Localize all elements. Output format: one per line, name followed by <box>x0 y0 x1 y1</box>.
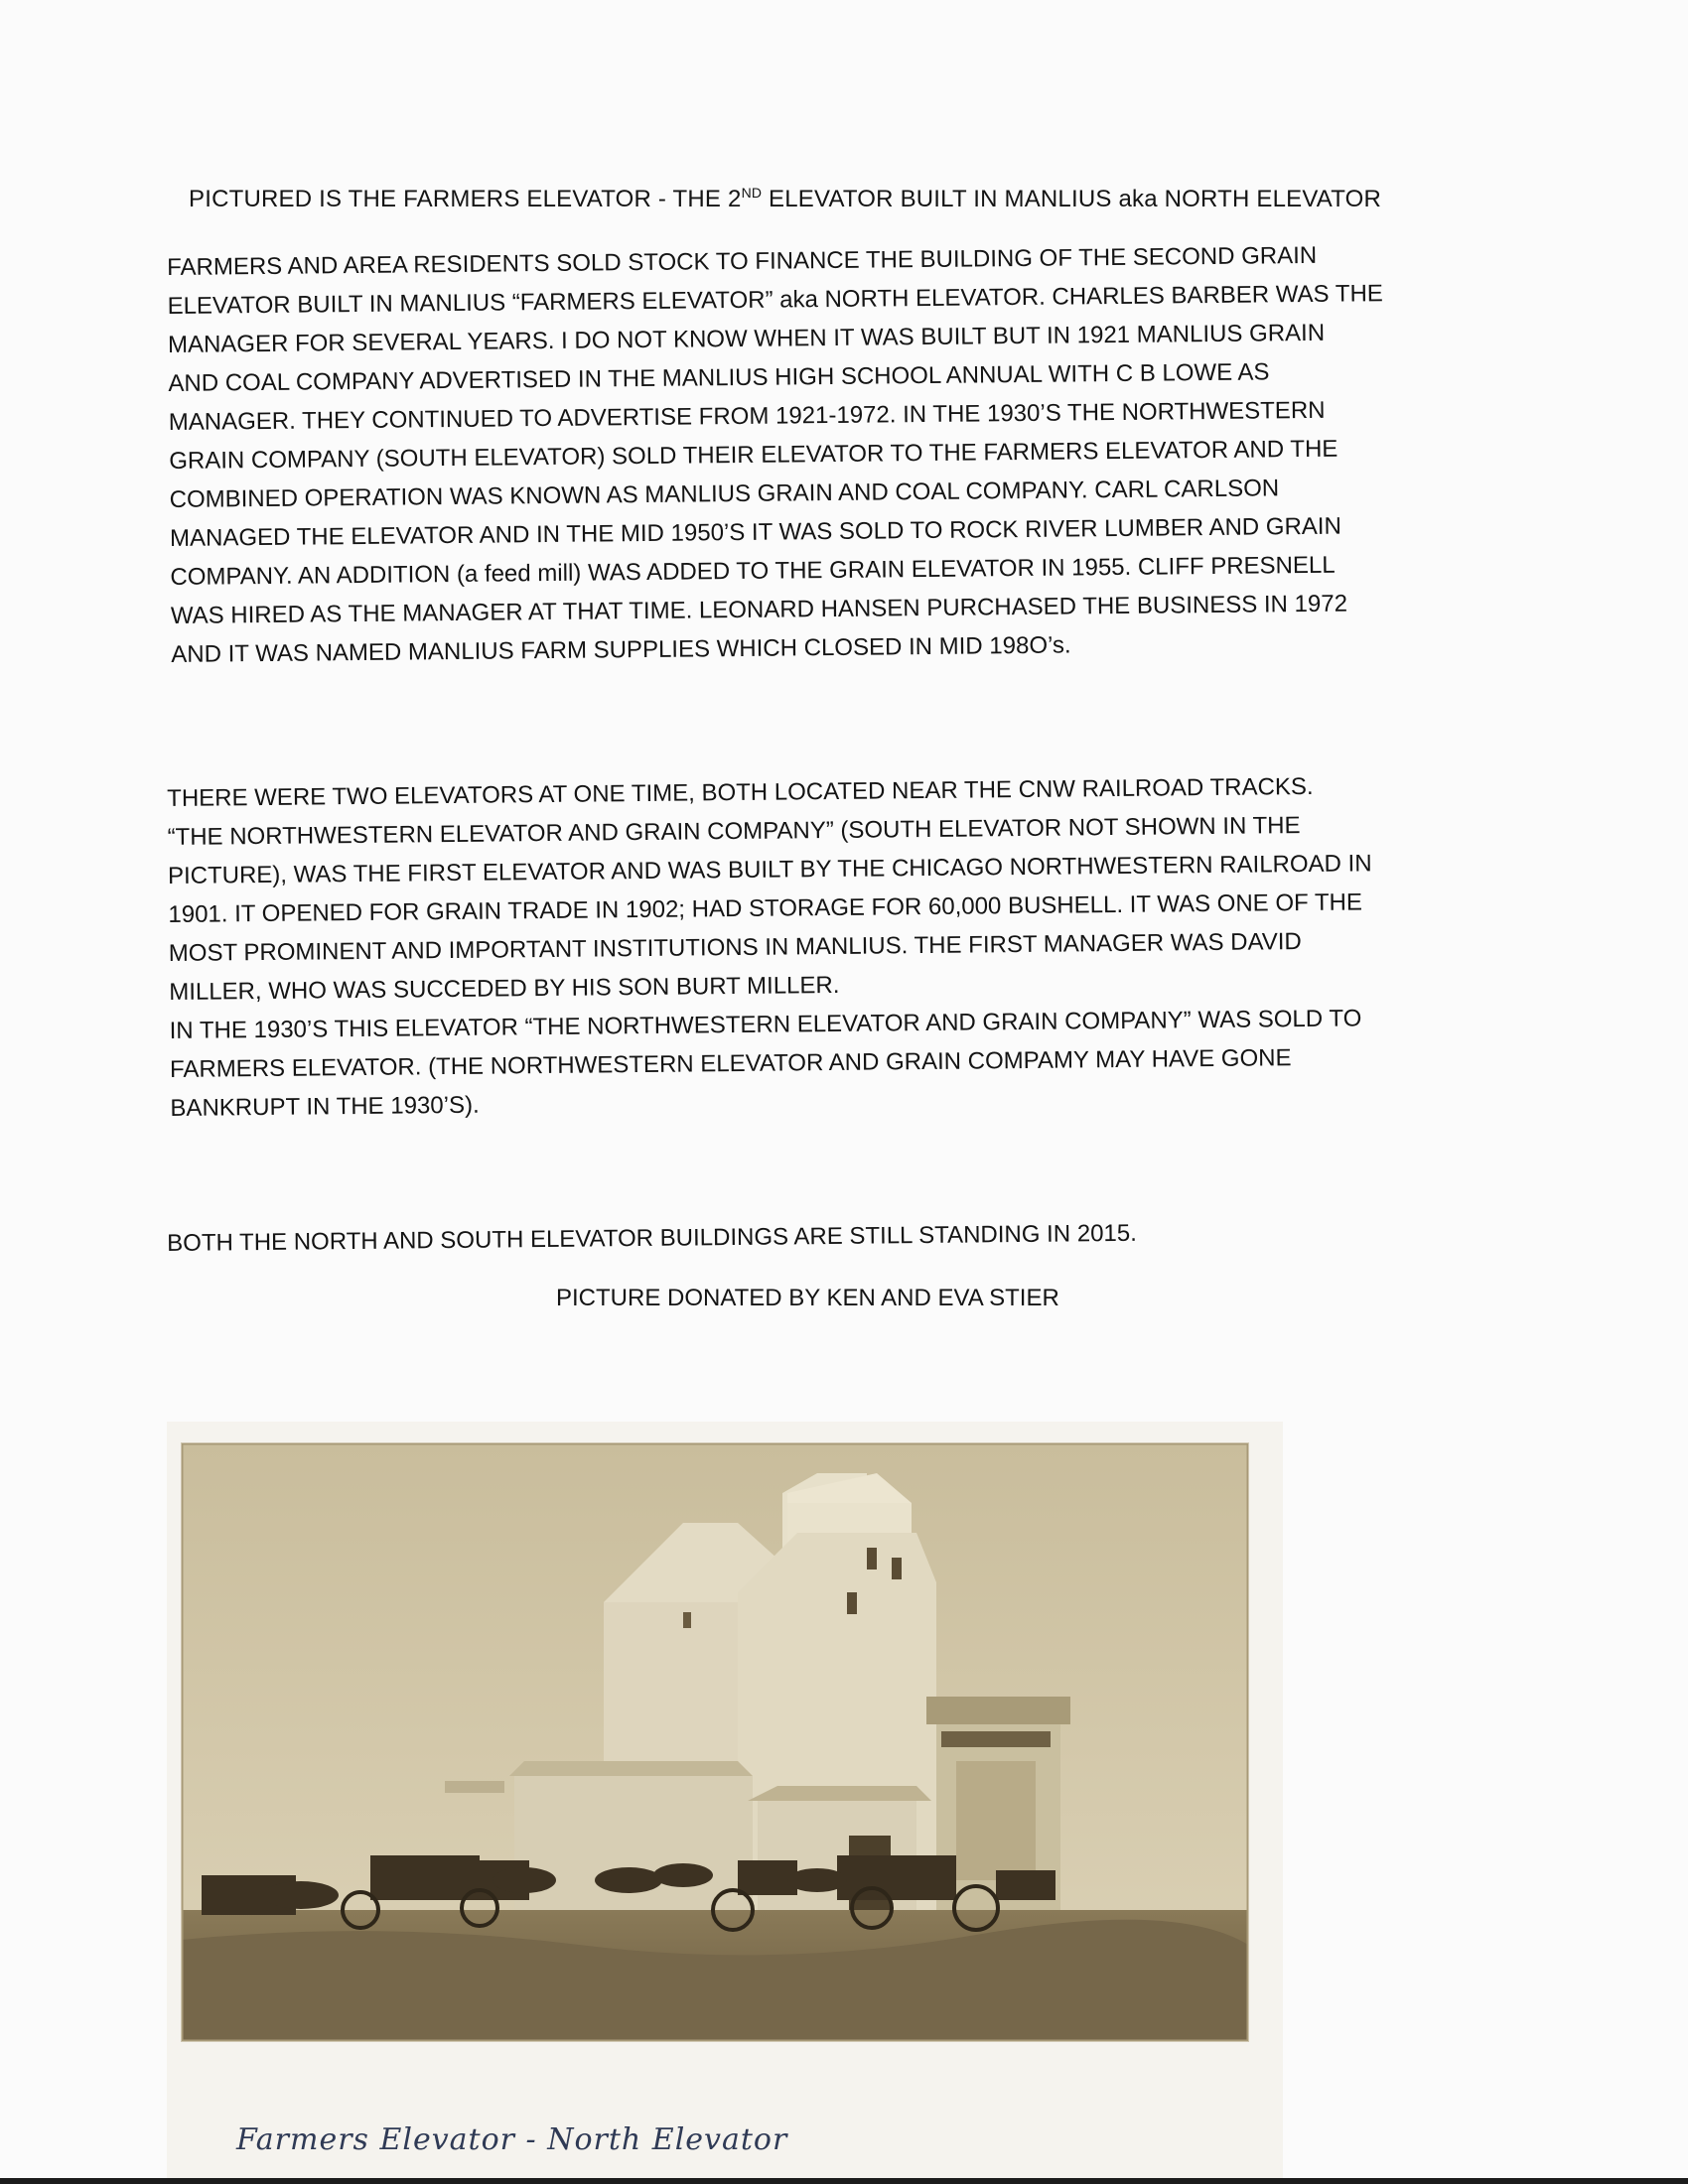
scan-edge <box>0 2178 1688 2184</box>
heading-text-end: ELEVATOR BUILT IN MANLIUS aka NORTH ELEVATOR <box>762 186 1382 212</box>
text-line: IN THE 1930’S THIS ELEVATOR “THE NORTHWESTERN ELEVATOR AND GRAIN COMPANY” WAS SOLD TO <box>169 1005 1362 1044</box>
text-line: MANAGER FOR SEVERAL YEARS. I DO NOT KNOW WHEN IT WAS BUILT BUT IN 1921 MANLIUS GRAIN <box>167 319 1326 358</box>
elevator-photograph <box>181 1442 1249 2042</box>
text-line: GRAIN COMPANY (SOUTH ELEVATOR) SOLD THEIR ELEVATOR TO THE FARMERS ELEVATOR AND THE <box>169 435 1338 475</box>
photo-credit: PICTURE DONATED BY KEN AND EVA STIER <box>556 1285 1059 1311</box>
text-line: “THE NORTHWESTERN ELEVATOR AND GRAIN COMPANY” (SOUTH ELEVATOR NOT SHOWN IN THE <box>167 812 1301 851</box>
text-line: AND IT WAS NAMED MANLIUS FARM SUPPLIES WHICH CLOSED IN MID 198O’s. <box>171 631 1071 668</box>
text-line: FARMERS ELEVATOR. (THE NORTHWESTERN ELEVATOR AND GRAIN COMPAMY MAY HAVE GONE <box>169 1044 1292 1083</box>
text-line: BOTH THE NORTH AND SOUTH ELEVATOR BUILDINGS ARE STILL STANDING IN 2015. <box>167 1219 1137 1257</box>
text-line: 1901. IT OPENED FOR GRAIN TRADE IN 1902; HAD STORAGE FOR 60,000 BUSHELL. IT WAS ONE OF THE <box>168 888 1363 928</box>
text-line: ELEVATOR BUILT IN MANLIUS “FARMERS ELEVATOR” aka NORTH ELEVATOR. CHARLES BARBER WAS THE <box>167 280 1383 320</box>
text-line: WAS HIRED AS THE MANAGER AT THAT TIME. LEONARD HANSEN PURCHASED THE BUSINESS IN 1972 <box>170 590 1348 629</box>
history-paragraph-3 <box>167 1210 1477 1263</box>
text-line: FARMERS AND AREA RESIDENTS SOLD STOCK TO FINANCE THE BUILDING OF THE SECOND GRAIN <box>167 241 1318 281</box>
heading-superscript: ND <box>741 185 763 201</box>
heading-text: PICTURED IS THE FARMERS ELEVATOR - THE 2 <box>189 186 742 212</box>
text-line: COMBINED OPERATION WAS KNOWN AS MANLIUS GRAIN AND COAL COMPANY. CARL CARLSON <box>169 475 1280 513</box>
history-paragraph-2 <box>167 765 1481 1128</box>
text-line: COMPANY. AN ADDITION (a feed mill) WAS ADDED TO THE GRAIN ELEVATOR IN 1955. CLIFF PRESNELL <box>170 551 1336 591</box>
text-line: MANAGER. THEY CONTINUED TO ADVERTISE FROM 1921-1972. IN THE 1930’S THE NORTHWESTERN <box>168 396 1326 436</box>
text-line: THERE WERE TWO ELEVATORS AT ONE TIME, BOTH LOCATED NEAR THE CNW RAILROAD TRACKS. <box>167 772 1314 812</box>
text-line: MANAGED THE ELEVATOR AND IN THE MID 1950’S IT WAS SOLD TO ROCK RIVER LUMBER AND GRAIN <box>169 512 1341 552</box>
text-line: MILLER, WHO WAS SUCCEDED BY HIS SON BURT MILLER. <box>169 971 840 1006</box>
handwritten-caption: Farmers Elevator - North Elevator <box>236 2122 788 2157</box>
history-paragraph-1 <box>167 234 1481 674</box>
page-heading <box>189 186 1499 213</box>
text-line: AND COAL COMPANY ADVERTISED IN THE MANLIUS HIGH SCHOOL ANNUAL WITH C B LOWE AS <box>168 358 1270 397</box>
text-line: BANKRUPT IN THE 1930’S). <box>170 1091 480 1122</box>
text-line: MOST PROMINENT AND IMPORTANT INSTITUTIONS IN MANLIUS. THE FIRST MANAGER WAS DAVID <box>168 928 1302 967</box>
text-line: PICTURE), WAS THE FIRST ELEVATOR AND WAS BUILT BY THE CHICAGO NORTHWESTERN RAILROAD IN <box>167 850 1372 889</box>
